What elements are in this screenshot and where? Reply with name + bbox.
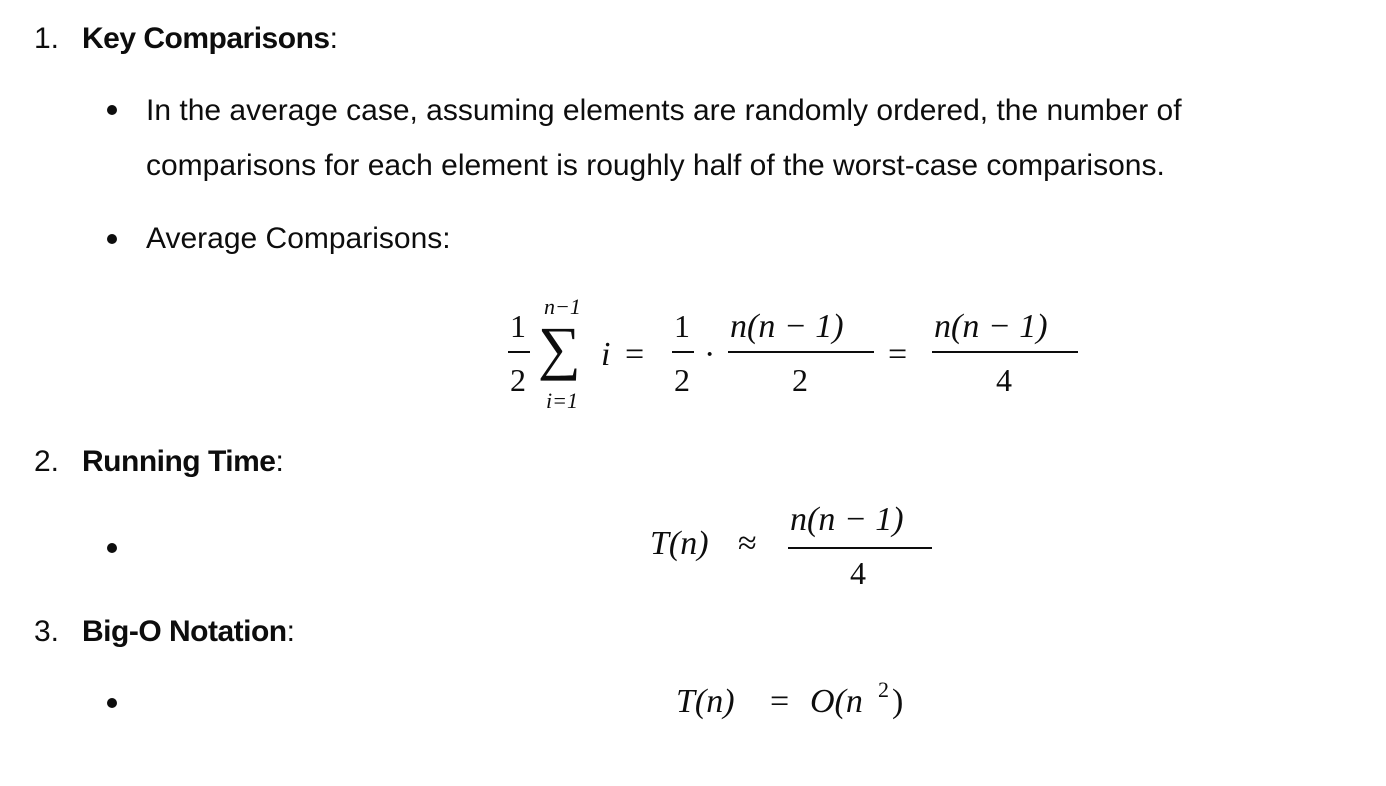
frac2-numerator: 1 xyxy=(674,308,690,344)
equals-sign-2: = xyxy=(888,336,908,373)
heading-big-o-notation xyxy=(82,617,294,647)
big-o-close-paren: ) xyxy=(892,683,904,720)
list-number-3: 3. xyxy=(34,615,60,648)
equation-running-time xyxy=(640,495,960,595)
approx-sign: ≈ xyxy=(738,525,757,562)
heading-running-time xyxy=(82,447,283,477)
big-o-lhs: T(n) xyxy=(676,683,735,720)
heading-colon: : xyxy=(275,445,284,478)
equals-sign-1: = xyxy=(625,336,645,373)
big-o-exponent: 2 xyxy=(878,677,889,702)
frac4-bar xyxy=(932,351,1078,353)
frac2-bar xyxy=(672,351,694,353)
paragraph-line-1: In the average case, assuming elements are randomly ordered, the number of xyxy=(146,94,1182,127)
frac2-denominator: 2 xyxy=(674,362,690,398)
coef-numerator: 1 xyxy=(510,308,526,344)
running-time-lhs: T(n) xyxy=(650,525,709,562)
frac3-bar xyxy=(728,351,874,353)
frac4-denominator: 4 xyxy=(996,362,1012,398)
sum-lower-limit: i=1 xyxy=(546,388,578,413)
bullet-2-1 xyxy=(107,543,117,553)
equation-average-comparisons xyxy=(500,290,1100,430)
big-o-equals: = xyxy=(770,683,790,720)
bullet-3-1 xyxy=(107,698,117,708)
paragraph-line-2: comparisons for each element is roughly half of the worst-case comparisons. xyxy=(146,149,1165,182)
running-time-numerator: n(n − 1) xyxy=(790,501,904,538)
equation-big-o xyxy=(670,675,930,735)
heading-key-comparisons xyxy=(82,24,337,54)
heading-text: Running Time xyxy=(82,445,276,478)
frac3-numerator: n(n − 1) xyxy=(730,308,844,345)
average-comparisons-label: Average Comparisons: xyxy=(146,222,451,255)
sum-variable: i xyxy=(601,336,611,373)
heading-colon: : xyxy=(329,22,338,55)
running-time-denominator: 4 xyxy=(850,555,866,591)
coef-fraction-bar xyxy=(508,351,530,353)
big-o-rhs-base: O(n xyxy=(810,683,863,720)
summation-symbol: ∑ xyxy=(538,315,581,381)
heading-colon: : xyxy=(286,615,295,648)
heading-text: Big-O Notation xyxy=(82,615,287,648)
coef-denominator: 2 xyxy=(510,362,526,398)
frac3-denominator: 2 xyxy=(792,362,808,398)
bullet-1-1 xyxy=(107,105,117,115)
running-time-fraction-bar xyxy=(788,547,932,549)
bullet-1-2 xyxy=(107,234,117,244)
multiplication-dot: · xyxy=(704,336,716,373)
sum-upper-limit: n−1 xyxy=(544,294,581,319)
list-number-1: 1. xyxy=(34,22,60,55)
heading-text: Key Comparisons xyxy=(82,22,330,55)
frac4-numerator: n(n − 1) xyxy=(934,308,1048,345)
list-number-2: 2. xyxy=(34,445,60,478)
